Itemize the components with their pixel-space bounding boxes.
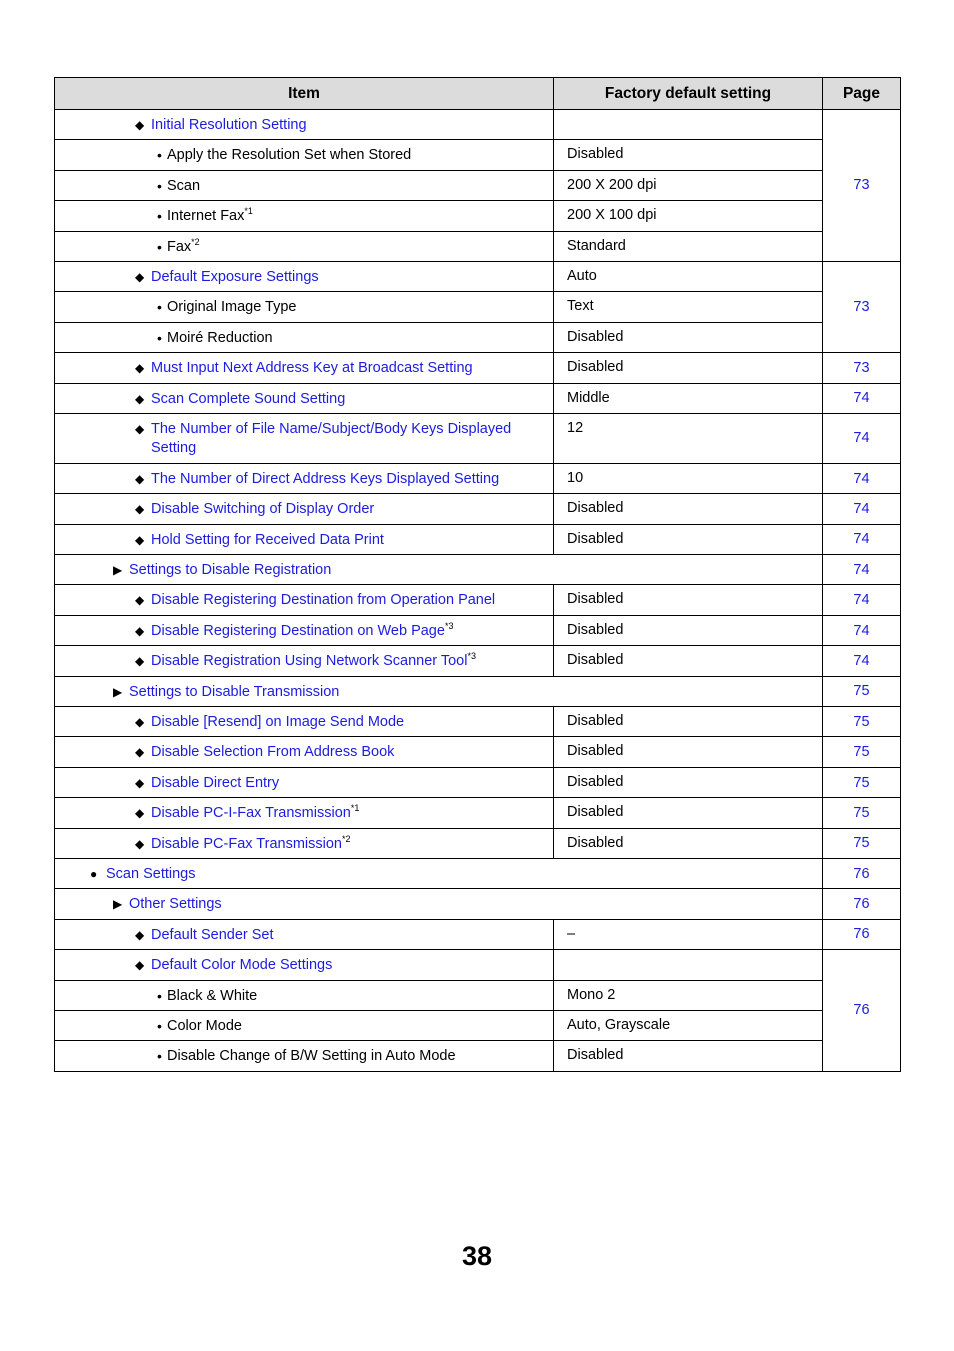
item-cell bbox=[55, 615, 554, 645]
table-row bbox=[55, 828, 901, 858]
setting-link[interactable]: Disable Direct Entry bbox=[151, 774, 280, 791]
setting-label: Moiré Reduction bbox=[167, 329, 273, 346]
page-cell bbox=[823, 737, 901, 767]
item-cell bbox=[55, 261, 554, 291]
diamond-icon: ◆ bbox=[135, 532, 145, 547]
table-row bbox=[55, 646, 901, 676]
bullet-icon: • bbox=[157, 299, 162, 316]
bullet-icon: • bbox=[157, 987, 162, 1004]
table-row bbox=[55, 261, 901, 291]
diamond-icon: ◆ bbox=[135, 593, 145, 608]
page-cell bbox=[823, 615, 901, 645]
diamond-icon: ◆ bbox=[135, 927, 145, 942]
page-link[interactable]: 74 bbox=[853, 390, 870, 407]
setting-link[interactable]: Disable Registering Destination from Operation Panel bbox=[151, 592, 496, 609]
item-cell bbox=[55, 707, 554, 737]
page-cell bbox=[823, 585, 901, 615]
page-cell bbox=[823, 767, 901, 797]
item-cell bbox=[55, 494, 554, 524]
item-cell bbox=[55, 798, 554, 828]
default-value-cell: Auto bbox=[554, 261, 823, 291]
page-cell bbox=[823, 646, 901, 676]
footnote-ref: *1 bbox=[350, 803, 360, 814]
default-value-cell: – bbox=[554, 919, 823, 949]
default-value-cell: Disabled bbox=[554, 140, 823, 170]
setting-link[interactable]: Default Exposure Settings bbox=[151, 268, 319, 285]
setting-link[interactable]: Disable Registering Destination on Web Page bbox=[151, 622, 445, 639]
page-link[interactable]: 75 bbox=[853, 744, 870, 761]
table-row bbox=[55, 413, 901, 463]
item-cell bbox=[55, 737, 554, 767]
default-value-cell: Disabled bbox=[554, 767, 823, 797]
default-value-cell: Middle bbox=[554, 383, 823, 413]
item-cell bbox=[55, 140, 554, 170]
page-cell bbox=[823, 555, 901, 585]
setting-label: Fax bbox=[167, 238, 192, 255]
page-cell bbox=[823, 798, 901, 828]
item-cell bbox=[55, 555, 823, 585]
footnote-ref: *1 bbox=[244, 206, 253, 217]
diamond-icon: ◆ bbox=[135, 269, 145, 284]
item-cell bbox=[55, 676, 823, 706]
table-row bbox=[55, 383, 901, 413]
default-value-cell: Disabled bbox=[554, 585, 823, 615]
table-row bbox=[55, 110, 901, 140]
table-row bbox=[55, 463, 901, 493]
page-link[interactable]: 73 bbox=[853, 177, 870, 194]
page-cell bbox=[823, 950, 901, 1072]
table-row bbox=[55, 494, 901, 524]
page-link[interactable]: 74 bbox=[853, 470, 870, 487]
item-cell bbox=[55, 170, 554, 200]
page-cell bbox=[823, 261, 901, 352]
diamond-icon: ◆ bbox=[135, 502, 145, 517]
footnote-ref: *2 bbox=[341, 833, 351, 844]
table-row bbox=[55, 1010, 901, 1040]
bullet-icon: • bbox=[157, 1048, 162, 1065]
item-cell bbox=[55, 767, 554, 797]
table-row bbox=[55, 170, 901, 200]
page-cell bbox=[823, 494, 901, 524]
setting-link[interactable]: Disable PC-Fax Transmission bbox=[151, 835, 342, 852]
bullet-icon: • bbox=[157, 329, 162, 346]
triangle-right-icon: ▶ bbox=[113, 897, 123, 912]
table-row bbox=[55, 322, 901, 352]
header-page: Page bbox=[823, 78, 901, 110]
diamond-icon: ◆ bbox=[135, 471, 145, 486]
diamond-icon: ◆ bbox=[135, 118, 145, 132]
item-cell bbox=[55, 919, 554, 949]
default-value-cell: Mono 2 bbox=[554, 980, 823, 1010]
setting-link[interactable]: Disable Registration Using Network Scanner Tool bbox=[151, 653, 468, 670]
setting-link[interactable]: Default Color Mode Settings bbox=[151, 957, 333, 974]
default-value-cell: 200 X 100 dpi bbox=[554, 201, 823, 231]
circle-icon: ● bbox=[90, 866, 98, 881]
diamond-icon: ◆ bbox=[135, 654, 145, 669]
item-cell bbox=[55, 858, 823, 888]
item-cell bbox=[55, 828, 554, 858]
default-value-cell bbox=[554, 110, 823, 140]
table-row bbox=[55, 858, 901, 888]
bullet-icon: • bbox=[157, 147, 162, 164]
bullet-icon: • bbox=[157, 238, 162, 255]
page-link[interactable]: 74 bbox=[853, 592, 870, 609]
footnote-ref: *2 bbox=[191, 236, 200, 247]
table-row bbox=[55, 798, 901, 828]
default-value-cell: Disabled bbox=[554, 828, 823, 858]
setting-link[interactable]: Disable Switching of Display Order bbox=[151, 501, 375, 518]
header-factory-default: Factory default setting bbox=[554, 78, 823, 110]
page-cell bbox=[823, 858, 901, 888]
setting-link[interactable]: Hold Setting for Received Data Print bbox=[151, 531, 384, 548]
diamond-icon: ◆ bbox=[135, 391, 145, 406]
setting-link[interactable]: Settings to Disable Transmission bbox=[129, 683, 340, 700]
item-cell bbox=[55, 353, 554, 383]
setting-link[interactable]: Other Settings bbox=[129, 896, 222, 913]
footnote-ref: *3 bbox=[467, 651, 476, 662]
table-row bbox=[55, 889, 901, 919]
page-link[interactable]: 76 bbox=[853, 896, 870, 913]
default-value-cell: Disabled bbox=[554, 707, 823, 737]
table-row bbox=[55, 980, 901, 1010]
item-cell bbox=[55, 980, 554, 1010]
table-row bbox=[55, 555, 901, 585]
setting-link[interactable]: Scan Settings bbox=[106, 865, 196, 882]
setting-link[interactable]: Disable Selection From Address Book bbox=[151, 744, 395, 761]
page-link[interactable]: 74 bbox=[853, 652, 870, 669]
item-cell bbox=[55, 1010, 554, 1040]
setting-label: Disable Change of B/W Setting in Auto Mode bbox=[167, 1048, 456, 1065]
diamond-icon: ◆ bbox=[135, 775, 145, 790]
diamond-icon: ◆ bbox=[135, 715, 145, 730]
table-row bbox=[55, 737, 901, 767]
table-header-row bbox=[55, 78, 901, 110]
item-cell bbox=[55, 1041, 554, 1071]
bullet-icon: • bbox=[157, 177, 162, 194]
table-row bbox=[55, 231, 901, 261]
diamond-icon: ◆ bbox=[135, 623, 145, 638]
page-link[interactable]: 76 bbox=[853, 926, 870, 943]
item-cell bbox=[55, 201, 554, 231]
page-cell bbox=[823, 707, 901, 737]
default-value-cell: Disabled bbox=[554, 615, 823, 645]
page-link[interactable]: 74 bbox=[853, 531, 870, 548]
table-row bbox=[55, 353, 901, 383]
diamond-icon: ◆ bbox=[135, 836, 145, 851]
setting-label: Original Image Type bbox=[167, 299, 297, 316]
table-row bbox=[55, 919, 901, 949]
table-row bbox=[55, 676, 901, 706]
table-row bbox=[55, 524, 901, 554]
default-value-cell: Disabled bbox=[554, 737, 823, 767]
default-value-cell: Disabled bbox=[554, 524, 823, 554]
page-link[interactable]: 75 bbox=[853, 683, 870, 700]
setting-link[interactable]: Scan Complete Sound Setting bbox=[151, 390, 346, 407]
item-cell bbox=[55, 231, 554, 261]
default-value-cell: Auto, Grayscale bbox=[554, 1010, 823, 1040]
bullet-icon: • bbox=[157, 208, 162, 225]
page-link[interactable]: 73 bbox=[853, 359, 870, 376]
header-item: Item bbox=[55, 78, 554, 110]
page-link[interactable]: 75 bbox=[853, 804, 870, 821]
setting-link[interactable]: The Number of File Name/Subject/Body Keys Displayed Setting bbox=[151, 420, 512, 456]
default-value-cell: Disabled bbox=[554, 798, 823, 828]
page-link[interactable]: 74 bbox=[853, 430, 870, 447]
page-link[interactable]: 76 bbox=[853, 1002, 870, 1019]
item-cell bbox=[55, 524, 554, 554]
setting-label: Color Mode bbox=[167, 1017, 242, 1034]
setting-link[interactable]: Disable PC-I-Fax Transmission bbox=[151, 805, 351, 822]
diamond-icon: ◆ bbox=[135, 421, 145, 436]
footnote-ref: *3 bbox=[444, 620, 454, 631]
setting-label: Scan bbox=[167, 177, 201, 194]
page-cell bbox=[823, 889, 901, 919]
item-cell bbox=[55, 110, 554, 140]
default-value-cell: 10 bbox=[554, 463, 823, 493]
default-value-cell: 12 bbox=[554, 413, 823, 463]
item-cell bbox=[55, 322, 554, 352]
table-row bbox=[55, 1041, 901, 1071]
item-cell bbox=[55, 950, 554, 980]
setting-link[interactable]: The Number of Direct Address Keys Displayed Setting bbox=[151, 470, 500, 487]
default-value-cell: Disabled bbox=[554, 494, 823, 524]
default-value-cell: Disabled bbox=[554, 1041, 823, 1071]
triangle-right-icon: ▶ bbox=[113, 563, 123, 578]
setting-link[interactable]: Settings to Disable Registration bbox=[129, 562, 332, 579]
setting-link[interactable]: Disable [Resend] on Image Send Mode bbox=[151, 714, 405, 731]
setting-link[interactable]: Initial Resolution Setting bbox=[151, 117, 307, 133]
item-cell bbox=[55, 292, 554, 322]
setting-label: Apply the Resolution Set when Stored bbox=[167, 147, 412, 164]
setting-link[interactable]: Must Input Next Address Key at Broadcast Setting bbox=[151, 360, 473, 377]
page-number: 38 bbox=[461, 1241, 493, 1271]
page-cell bbox=[823, 676, 901, 706]
page-cell bbox=[823, 463, 901, 493]
table-body bbox=[55, 110, 901, 1072]
diamond-icon: ◆ bbox=[135, 958, 145, 973]
table-row bbox=[55, 140, 901, 170]
page-link[interactable]: 74 bbox=[853, 622, 870, 639]
item-cell bbox=[55, 889, 823, 919]
setting-label: Black & White bbox=[167, 987, 258, 1004]
page-link[interactable]: 75 bbox=[853, 713, 870, 730]
page-cell bbox=[823, 110, 901, 262]
page-cell bbox=[823, 353, 901, 383]
item-cell bbox=[55, 585, 554, 615]
page-cell bbox=[823, 383, 901, 413]
table-row bbox=[55, 950, 901, 980]
page-link[interactable]: 76 bbox=[853, 865, 870, 882]
page-link[interactable]: 75 bbox=[853, 774, 870, 791]
page-link[interactable]: 73 bbox=[853, 299, 870, 316]
default-value-cell: Standard bbox=[554, 231, 823, 261]
table-row bbox=[55, 615, 901, 645]
setting-link[interactable]: Default Sender Set bbox=[151, 926, 274, 943]
item-cell bbox=[55, 646, 554, 676]
page-cell bbox=[823, 919, 901, 949]
table-row bbox=[55, 292, 901, 322]
item-cell bbox=[55, 413, 554, 463]
diamond-icon: ◆ bbox=[135, 361, 145, 376]
diamond-icon: ◆ bbox=[135, 806, 145, 821]
default-value-cell: 200 X 200 dpi bbox=[554, 170, 823, 200]
triangle-right-icon: ▶ bbox=[113, 684, 123, 699]
page-link[interactable]: 75 bbox=[853, 835, 870, 852]
page-link[interactable]: 74 bbox=[853, 561, 870, 578]
diamond-icon: ◆ bbox=[135, 745, 145, 760]
page-cell bbox=[823, 828, 901, 858]
page-cell bbox=[823, 413, 901, 463]
table-row bbox=[55, 201, 901, 231]
settings-table bbox=[54, 77, 901, 1072]
item-cell bbox=[55, 383, 554, 413]
page-cell bbox=[823, 524, 901, 554]
default-value-cell: Disabled bbox=[554, 646, 823, 676]
item-cell bbox=[55, 463, 554, 493]
table-row bbox=[55, 707, 901, 737]
default-value-cell: Disabled bbox=[554, 353, 823, 383]
setting-label: Internet Fax bbox=[167, 208, 245, 225]
default-value-cell: Text bbox=[554, 292, 823, 322]
table-row bbox=[55, 585, 901, 615]
page-link[interactable]: 74 bbox=[853, 500, 870, 517]
table-row bbox=[55, 767, 901, 797]
default-value-cell: Disabled bbox=[554, 322, 823, 352]
default-value-cell bbox=[554, 950, 823, 980]
bullet-icon: • bbox=[157, 1017, 162, 1034]
